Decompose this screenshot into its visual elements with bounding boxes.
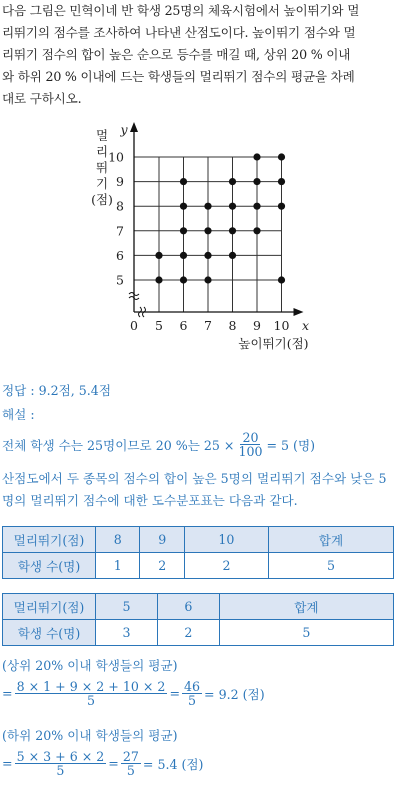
fraction-denominator: 5 [126, 763, 135, 778]
table-cell: 2 [157, 620, 219, 646]
data-point [204, 276, 211, 283]
data-point [155, 276, 162, 283]
table-cell: 5 [219, 620, 393, 646]
y-tick-label: 6 [116, 247, 124, 263]
y-axis-arrow [130, 122, 138, 132]
fraction-numerator: 27 [122, 749, 139, 764]
table-header-cell: 6 [157, 594, 219, 620]
lower-average-title: (하위 20% 이내 학생들의 평균) [2, 728, 178, 743]
count-prefix: 전체 학생 수는 25명이므로 20 %는 25 × [2, 438, 235, 453]
table-cell: 2 [184, 553, 268, 579]
data-point [204, 252, 211, 259]
fraction-denominator: 5 [56, 763, 65, 778]
x-axis-label: 높이뛰기(점) [238, 336, 309, 351]
table-header-label: 멀리뛰기(점) [3, 527, 96, 553]
fraction-numerator: 8 × 1 + 9 × 2 + 10 × 2 [16, 679, 166, 694]
count-suffix: = 5 (명) [266, 438, 316, 453]
table-header-label: 멀리뛰기(점) [3, 594, 96, 620]
y-axis-label-part: 리 [95, 144, 109, 159]
x-tick-label: 8 [228, 318, 237, 333]
y-axis-label-part: 멀 [95, 128, 109, 143]
data-point [253, 227, 260, 234]
problem-line: 대로 구하시오. [2, 91, 82, 106]
y-tick-label: 5 [116, 272, 124, 288]
data-point [180, 203, 187, 210]
data-point [278, 203, 285, 210]
y-axis-label-part: (점) [91, 192, 113, 207]
problem-line: 리뛰기 점수의 합이 높은 순으로 등수를 매길 때, 상위 20 % 이내 [2, 47, 351, 62]
fraction-denominator: 5 [188, 693, 197, 708]
data-point [155, 252, 162, 259]
data-point [204, 227, 211, 234]
x-tick-label: 10 [273, 318, 290, 333]
table-header-cell: 9 [140, 527, 184, 553]
table-cell: 5 [268, 553, 393, 579]
explanation-label: 해설 : [2, 407, 35, 422]
y-axis-label-part: 뛰 [95, 160, 109, 175]
answer-label: 정답 : [2, 383, 35, 398]
table-header-cell: 합계 [268, 527, 393, 553]
data-point [278, 276, 285, 283]
x-tick-label: 9 [253, 318, 261, 333]
data-point [229, 203, 236, 210]
upper-average-equation: = $\frac{8 \times 1 + 9 \times 2 + 10 \times 2}{5}$ = $\frac{46}{5}$ = 9.2 (점) [2, 679, 265, 708]
problem-text [2, 0, 396, 110]
data-point [229, 178, 236, 185]
table-cell: 3 [96, 620, 158, 646]
x-tick-label: 5 [155, 318, 163, 333]
upper-fraction [15, 680, 168, 707]
data-point [253, 153, 260, 160]
bottom5-frequency-table [2, 593, 394, 646]
fraction-denominator: 5 [87, 693, 96, 708]
scatter-plot [82, 118, 322, 353]
answer-line [2, 380, 111, 399]
x-tick-label: 7 [204, 318, 212, 333]
problem-line: 리뛰기의 점수를 조사하여 나타낸 산점도이다. 높이뛰기 점수와 멀 [2, 25, 356, 40]
x-tick-label: 6 [179, 318, 188, 333]
upper-result: = 9.2 (점) [204, 687, 265, 702]
data-point [180, 178, 187, 185]
lower-fraction-simplified [121, 750, 141, 777]
data-point [253, 178, 260, 185]
data-point [229, 227, 236, 234]
y-axis-label-part: 기 [95, 176, 109, 191]
origin-label: 0 [130, 318, 138, 333]
fraction-denominator: 100 [238, 444, 263, 459]
table-cell: 1 [96, 553, 140, 579]
answer-value: 9.2점, 5.4점 [38, 383, 111, 398]
data-point [180, 276, 187, 283]
x-axis-arrow [294, 308, 304, 316]
data-point [180, 252, 187, 259]
fraction-numerator: 46 [184, 679, 201, 694]
explanation-count-line [2, 431, 315, 458]
y-tick-label: 9 [116, 174, 124, 190]
problem-line: 다음 그림은 민혁이네 반 학생 25명의 체육시험에서 높이뛰기와 멀 [2, 3, 360, 18]
table-row-label: 학생 수(명) [3, 553, 96, 579]
table-header-cell: 합계 [219, 594, 393, 620]
y-tick-label: 8 [116, 198, 124, 214]
lower-average-equation: = $\frac{5 \times 3 + 6 \times 2}{5}$ = $\frac{27}{5}$ = 5.4 (점) [2, 749, 204, 778]
data-point [180, 227, 187, 234]
data-point [278, 153, 285, 160]
table-header-cell: 8 [96, 527, 140, 553]
table-row-label: 학생 수(명) [3, 620, 96, 646]
count-fraction [236, 431, 264, 458]
fraction-numerator: 5 × 3 + 6 × 2 [16, 749, 105, 764]
fraction-numerator: 20 [242, 430, 259, 445]
data-point [229, 252, 236, 259]
upper-average-title: (상위 20% 이내 학생들의 평균) [2, 658, 178, 673]
problem-line: 와 하위 20 % 이내에 드는 학생들의 멀리뛰기 점수의 평균을 차례 [2, 69, 355, 84]
table-header-cell: 5 [96, 594, 158, 620]
y-tick-label: 10 [108, 149, 124, 165]
data-point [278, 178, 285, 185]
y-axis-letter: y [120, 122, 128, 137]
x-axis-letter: x [301, 318, 310, 333]
data-point [204, 203, 211, 210]
table-header-cell: 10 [184, 527, 268, 553]
upper-fraction-simplified [182, 680, 202, 707]
lower-fraction [15, 750, 107, 777]
y-tick-label: 7 [116, 223, 124, 239]
table-cell: 2 [140, 553, 184, 579]
top5-frequency-table [2, 526, 394, 579]
lower-result: = 5.4 (점) [142, 757, 204, 772]
explanation-paragraph: 산점도에서 두 종목의 점수의 합이 높은 5명의 멀리뛰기 점수와 낮은 5명의 멀리뛰기 점수에 대한 도수분포표는 다음과 같다. [2, 471, 387, 508]
data-point [253, 203, 260, 210]
